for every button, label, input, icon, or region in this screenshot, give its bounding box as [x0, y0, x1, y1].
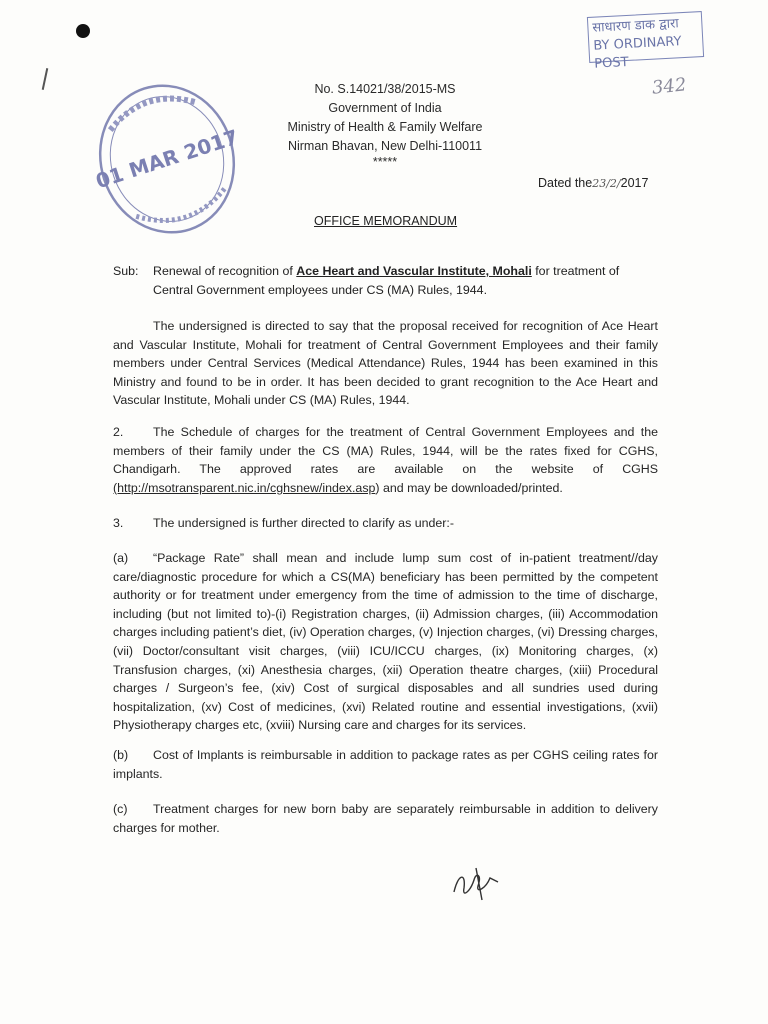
clause-c-text: Treatment charges for new born baby are separately reimbursable in addition to delivery charges for mother.: [113, 802, 658, 835]
subject-post: for treatment of Central Government employees under CS (MA) Rules, 1944.: [153, 264, 620, 297]
clause-a-text: “Package Rate” shall mean and include lump sum cost of in-patient treatment//day care/diagnostic procedure for which a CS(MA) beneficiary has been permitted by the competent authority or for treatment under emergency from the time of admission to the time of discharge, including (but not limited to)-(i) Registration charges, (ii) Admission charges, (iii) Accommodation charges including patient’s diet, (iv) Operation charges, (v) Injection charges, (vi) Dressing charges, (vii) Doctor/consultant visit charges, (viii) ICU/ICCU charges, (ix) Monitoring charges, (x) Transfusion charges, (xi) Anesthesia charges, (xii) Operation theatre charges, (xiii) Procedural charges / Surgeon’s fee, (xiv) Cost of surgical disposables and all sundries used during hospitalization, (xv) Cost of medicines, (xvi) Related routine and essential investigations, (xvii) Physiotherapy charges etc, (xviii) Nursing care and charges for its services.: [113, 551, 658, 733]
stamp-english: BY ORDINARY POST: [593, 34, 682, 72]
date-line: [538, 176, 648, 190]
paragraph-3-text: The undersigned is further directed to clarify as under:-: [153, 516, 454, 530]
stamp-hindi: साधारण डाक द्वारा: [592, 16, 680, 36]
memo-title: OFFICE MEMORANDUM: [314, 214, 458, 228]
cghs-website-link[interactable]: (http://msotransparent.nic.in/cghsnew/index.asp: [113, 480, 376, 495]
paragraph-2-text: The Schedule of charges for the treatment of Central Government Employees and the members of their family under the CS (MA) Rules, 1944, will be the rates fixed for CGHS, Chandigarh. The approved rates are available on the website of CGHS: [113, 425, 658, 477]
handwritten-date: 23/2/: [592, 177, 621, 190]
clause-c: [113, 800, 658, 837]
ink-dot: [76, 24, 90, 38]
dated-year: 2017: [620, 176, 649, 190]
reference-number: No. S.14021/38/2015-MS: [314, 82, 456, 96]
clause-b-text: Cost of Implants is reimbursable in addition to package rates as per CGHS ceiling rates for implants.: [113, 748, 658, 781]
government-line: Government of India: [328, 101, 442, 115]
ordinary-post-stamp: [587, 11, 704, 72]
letterhead: [250, 80, 520, 168]
paragraph-2-tail: and may be downloaded/printed.: [383, 480, 563, 495]
subject-institute: Ace Heart and Vascular Institute, Mohali: [296, 264, 532, 278]
dated-prefix: Dated the: [538, 176, 593, 190]
subject-label: Sub:: [113, 264, 139, 278]
paragraph-3-number: 3.: [113, 516, 124, 530]
paragraph-2: [113, 423, 658, 497]
clause-c-label: (c): [113, 802, 128, 816]
link-close: ): [375, 480, 380, 495]
signature: [448, 862, 508, 906]
paragraph-1: The undersigned is directed to say that the proposal received for recognition of Ace Heart and Vascular Institute, Mohali for treatment of Central Government Employees and their family members under Central Services (Medical Attendance) Rules, 1944 has been examined in this Ministry and found to be in order. It has been decided to grant recognition to the Ace Heart and Vascular Institute, Mohali under CS (MA) Rules, 1944.: [113, 319, 658, 408]
separator-stars: *****: [372, 155, 398, 169]
subject-block: [113, 262, 658, 299]
address-line: Nirman Bhavan, New Delhi-110011: [287, 139, 483, 153]
ministry-line: Ministry of Health & Family Welfare: [287, 120, 483, 134]
margin-mark: [42, 68, 49, 90]
clause-a: [113, 549, 658, 735]
paragraph-2-number: 2.: [113, 425, 124, 439]
paragraph-3: [113, 514, 658, 533]
clause-a-label: (a): [113, 551, 129, 565]
clause-b-label: (b): [113, 748, 129, 762]
receipt-stamp: [92, 74, 242, 244]
svg-text:01 MAR 2017: 01 MAR 2017: [92, 124, 242, 194]
handwritten-number: 342: [650, 74, 688, 99]
subject-pre: Renewal of recognition of: [153, 264, 293, 278]
clause-b: [113, 746, 658, 783]
